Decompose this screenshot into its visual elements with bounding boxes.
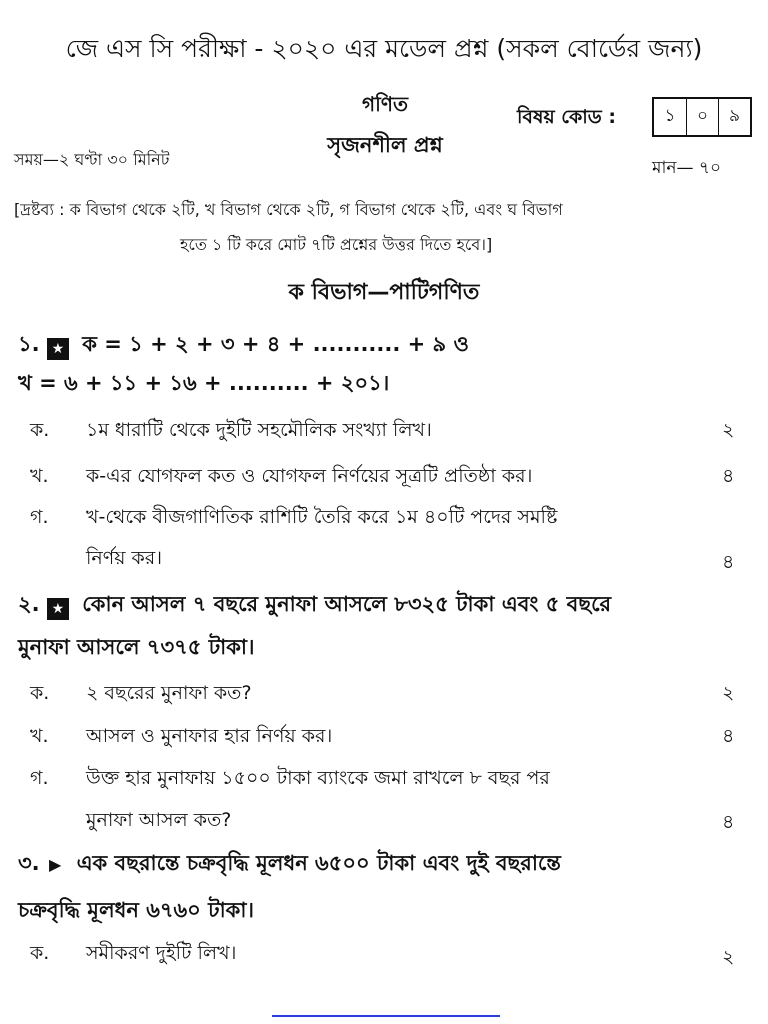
star-icon: ★ [47, 338, 69, 360]
star-icon: ★ [47, 598, 69, 620]
question-stem-text: এক বছরান্তে চক্রবৃদ্ধি মূলধন ৬৫০০ টাকা এবং দুই বছরান্তে [76, 851, 561, 875]
sub-question-label: ক. [30, 419, 50, 441]
subject-name: গণিত [362, 92, 408, 116]
instruction-line: [দ্রষ্টব্য : ক বিভাগ থেকে ২টি, খ বিভাগ থেকে ২টি, গ বিভাগ থেকে ২টি, এবং ঘ বিভাগ [14, 200, 563, 219]
sub-question-text: নির্ণয় কর। [86, 547, 163, 569]
question-stem-line: মুনাফা আসলে ৭৩৭৫ টাকা। [18, 635, 255, 659]
subject-code-boxes [652, 97, 752, 137]
question-stem-line [18, 594, 611, 620]
sub-question-text: সমীকরণ দুইটি লিখ। [86, 942, 237, 964]
subject-code-digit: ৯ [718, 99, 750, 135]
sub-question-text: মুনাফা আসল কত? [86, 809, 232, 831]
sub-question-label: গ. [30, 767, 49, 789]
sub-question-mark: ৪ [722, 465, 735, 487]
sub-question-label: ক. [30, 942, 50, 964]
footer-link-underline [272, 1015, 500, 1017]
triangle-marker-icon: ▶ [48, 855, 62, 874]
question-stem-line: চক্রবৃদ্ধি মূলধন ৬৭৬০ টাকা। [18, 898, 254, 922]
sub-question-text: ১ম ধারাটি থেকে দুইটি সহমৌলিক সংখ্যা লিখ। [86, 419, 432, 441]
question-number: ১. [18, 332, 40, 356]
sub-question-mark: ৪ [722, 551, 735, 573]
subject-code-digit: ১ [664, 106, 676, 126]
section-title: ক বিভাগ—পাটিগণিত [288, 280, 480, 305]
question-number: ৩. [18, 851, 40, 875]
sub-question-mark: ২ [722, 682, 735, 704]
sub-question-label: খ. [30, 465, 49, 487]
sub-question-text: আসল ও মুনাফার হার নির্ণয় কর। [86, 725, 333, 747]
subject-code-label: বিষয় কোড : [517, 106, 617, 128]
sub-question-label: গ. [30, 506, 49, 528]
instruction-line: হতে ১ টি করে মোট ৭টি প্রশ্নের উত্তর দিতে হবে।] [180, 235, 493, 254]
question-stem-text: ক = ১ + ২ + ৩ + ৪ + ........... + ৯ ও [82, 332, 469, 356]
full-marks: মান— ৭০ [652, 158, 722, 178]
question-stem-line: খ = ৬ + ১১ + ১৬ + .......... + ২০১। [18, 371, 390, 395]
question-stem-line [18, 853, 561, 874]
exam-title: জে এস সি পরীক্ষা - ২০২০ এর মডেল প্রশ্ন (সকল বোর্ডের জন্য) [65, 34, 703, 63]
sub-question-mark: ৪ [722, 811, 735, 833]
sub-question-text: খ-থেকে বীজগাণিতিক রাশিটি তৈরি করে ১ম ৪০টি পদের সমষ্টি [86, 506, 558, 528]
subject-code-digit: ০ [686, 99, 718, 135]
sub-question-label: ক. [30, 682, 50, 704]
question-stem-line [18, 334, 469, 360]
exam-time: সময়—২ ঘণ্টা ৩০ মিনিট [14, 150, 170, 169]
sub-question-mark: ২ [722, 946, 735, 968]
sub-question-mark: ৪ [722, 725, 735, 747]
question-stem-text: কোন আসল ৭ বছরে মুনাফা আসলে ৮৩২৫ টাকা এবং ৫ বছরে [82, 592, 612, 616]
sub-question-text: ২ বছরের মুনাফা কত? [86, 682, 252, 704]
question-type: সৃজনশীল প্রশ্ন [327, 133, 443, 157]
sub-question-mark: ২ [722, 419, 735, 441]
sub-question-text: উক্ত হার মুনাফায় ১৫০০ টাকা ব্যাংকে জমা রাখলে ৮ বছর পর [86, 767, 550, 789]
question-number: ২. [18, 592, 40, 616]
sub-question-label: খ. [30, 725, 49, 747]
sub-question-text: ক-এর যোগফল কত ও যোগফল নির্ণয়ের সূত্রটি প্রতিষ্ঠা কর। [86, 465, 533, 487]
